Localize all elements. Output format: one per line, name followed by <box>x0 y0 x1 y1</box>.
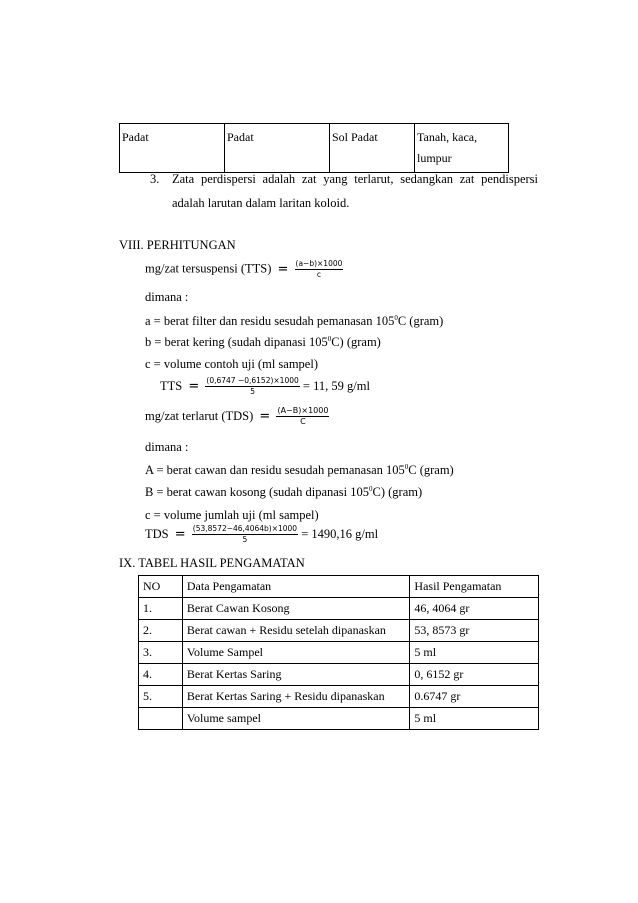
superscript: 0 <box>327 335 332 343</box>
cell-line: Tanah, kaca, <box>417 130 478 144</box>
tts-fraction <box>295 259 344 280</box>
table-cell: 3. <box>139 642 183 664</box>
table-row <box>120 124 509 173</box>
b-definition <box>145 335 381 350</box>
table-row <box>139 620 539 642</box>
header-cell: Hasil Pengamatan <box>410 576 539 598</box>
table-cell: 0, 6152 gr <box>410 664 539 686</box>
observation-table <box>138 575 539 730</box>
def-text: C (gram) <box>397 314 444 328</box>
equals-sign: = <box>277 262 289 277</box>
fraction-denominator: 5 <box>242 535 248 544</box>
table-row <box>139 598 539 620</box>
tds-calculation <box>145 524 378 545</box>
equals-sign: = <box>259 409 271 424</box>
point3-number: 3. <box>150 172 160 186</box>
def-text: a = berat filter dan residu sesudah pemanasan 105 <box>145 314 395 328</box>
tds-calc-fraction <box>192 524 298 545</box>
fraction-numerator: (53,8572−46,4064b)×1000 <box>192 524 298 533</box>
fraction-numerator: (A−B)×1000 <box>277 406 329 415</box>
table-cell: Padat <box>225 124 330 173</box>
fraction-numerator: (a−b)×1000 <box>295 259 343 268</box>
header-cell: Data Pengamatan <box>182 576 410 598</box>
section9-heading: IX. TABEL HASIL PENGAMATAN <box>119 556 305 570</box>
table-row <box>139 664 539 686</box>
a-definition <box>145 314 443 329</box>
def-text: b = berat kering (sudah dipanasi 105 <box>145 335 328 349</box>
table-cell: Berat cawan + Residu setelah dipanaskan <box>182 620 410 642</box>
table-cell <box>139 708 183 730</box>
dimana-1: dimana : <box>145 290 189 304</box>
def-text: C) (gram) <box>372 485 423 499</box>
tds-label: mg/zat terlarut (TDS) <box>145 409 254 423</box>
equals-sign: = <box>188 379 200 394</box>
B-definition <box>145 485 422 500</box>
c-definition: c = volume contoh uji (ml sampel) <box>145 357 318 371</box>
table-cell: Berat Kertas Saring + Residu dipanaskan <box>182 686 410 708</box>
table-cell: 2. <box>139 620 183 642</box>
tts-result: = 11, 59 g/ml <box>302 379 370 393</box>
table-cell: 4. <box>139 664 183 686</box>
cell-line: lumpur <box>417 151 452 165</box>
table-cell: 53, 8573 gr <box>410 620 539 642</box>
table-cell: Padat <box>120 124 225 173</box>
table-cell: 5 ml <box>410 642 539 664</box>
C-definition: c = volume jumlah uji (ml sampel) <box>145 508 319 522</box>
table-cell: 0.6747 gr <box>410 686 539 708</box>
fraction-denominator: 5 <box>250 387 255 396</box>
def-text: C (gram) <box>408 463 454 477</box>
tts-label: mg/zat tersuspensi (TTS) <box>145 261 272 276</box>
dimana-2: dimana : <box>145 440 189 454</box>
superscript: 0 <box>404 463 409 471</box>
tts-formula <box>145 259 343 280</box>
fraction-denominator: C <box>300 417 306 426</box>
tts-calc-fraction <box>205 376 299 397</box>
tts-calc-label: TTS <box>160 379 183 393</box>
table-row <box>139 686 539 708</box>
table-row <box>139 708 539 730</box>
table-cell: Volume sampel <box>182 708 410 730</box>
table-cell: Volume Sampel <box>182 642 410 664</box>
table-cell: Sol Padat <box>330 124 415 173</box>
table-cell: 5 ml <box>410 708 539 730</box>
fraction-numerator: (0,6747 −0,6152)×1000 <box>206 376 299 385</box>
def-text: C) (gram) <box>331 335 381 349</box>
header-cell: NO <box>139 576 183 598</box>
table-cell: Berat Cawan Kosong <box>182 598 410 620</box>
A-definition <box>145 463 454 478</box>
table-cell <box>415 124 509 173</box>
point3-line2: adalah larutan dalam laritan koloid. <box>172 196 350 210</box>
superscript: 0 <box>369 485 373 493</box>
tds-result: = 1490,16 g/ml <box>301 527 379 541</box>
superscript: 0 <box>394 314 398 322</box>
point3-line1: Zata perdispersi adalah zat yang terlarut, sedangkan zat pendispersi <box>172 172 538 186</box>
top-table <box>119 123 509 173</box>
tds-calc-label: TDS <box>145 527 169 541</box>
table-cell: 1. <box>139 598 183 620</box>
table-cell: 5. <box>139 686 183 708</box>
table-cell: 46, 4064 gr <box>410 598 539 620</box>
table-cell: Berat Kertas Saring <box>182 664 410 686</box>
equals-sign: = <box>174 527 186 542</box>
tts-calculation <box>160 376 370 397</box>
def-text: A = berat cawan dan residu sesudah pemanasan 105 <box>145 463 405 477</box>
def-text: B = berat cawan kosong (sudah dipanasi 105 <box>145 485 370 499</box>
tds-fraction <box>276 406 329 427</box>
fraction-denominator: c <box>316 270 322 279</box>
table-row <box>139 642 539 664</box>
observation-table-body <box>139 576 539 730</box>
table-header-row <box>139 576 539 598</box>
section8-heading: VIII. PERHITUNGAN <box>119 238 236 252</box>
tds-formula <box>145 406 329 427</box>
